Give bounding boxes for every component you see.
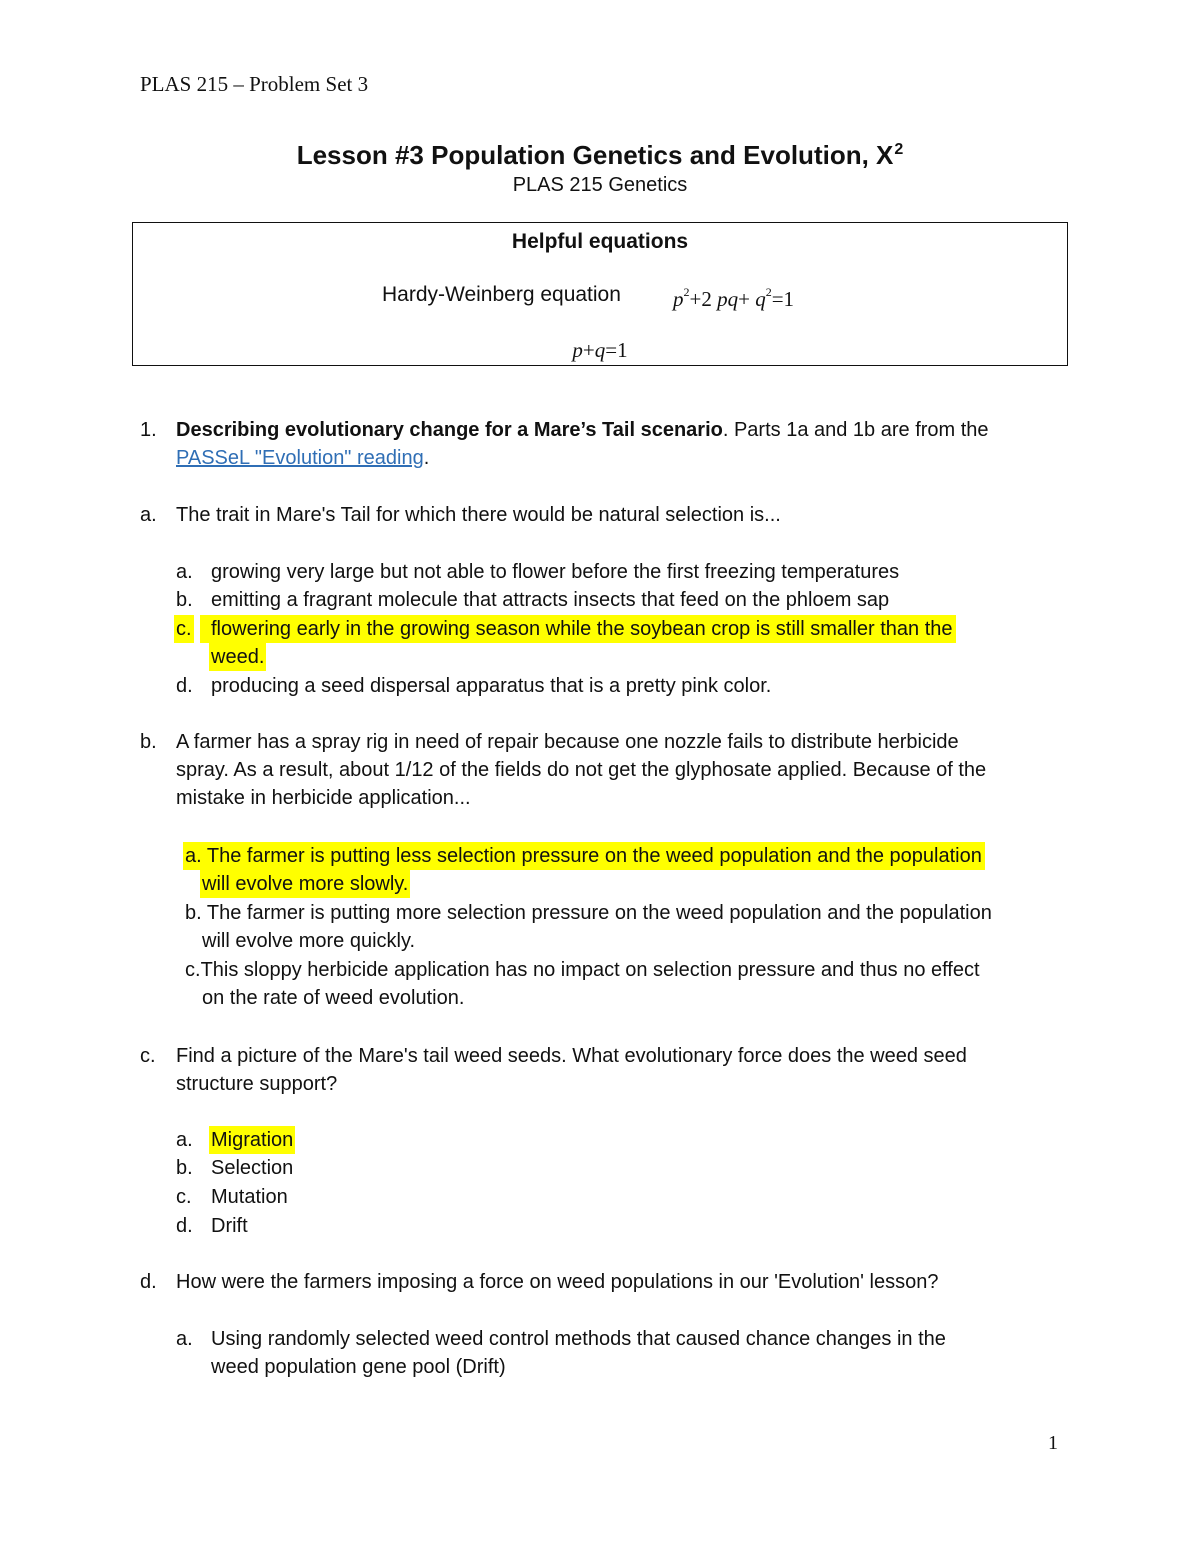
part-b-option-c-continued: on the rate of weed evolution. (202, 987, 465, 1009)
part-d-option-marker: a. (176, 1328, 193, 1350)
part-a-option-marker: a. (176, 561, 193, 583)
part-b-option-b (185, 899, 992, 927)
part-c-option-marker: c. (176, 1186, 192, 1208)
part-a-option-d: producing a seed dispersal apparatus that is a pretty pink color. (211, 675, 772, 697)
part-c-option-a-highlighted: Migration (209, 1126, 295, 1154)
page-number: 1 (1048, 1432, 1058, 1454)
part-c-option-d: Drift (211, 1215, 248, 1237)
q1-number: 1. (140, 419, 157, 441)
part-a-option-marker-highlighted: c. (174, 615, 194, 643)
part-a-option-c-continued: weed. (209, 643, 266, 671)
part-b-option-b-continued: will evolve more quickly. (202, 930, 416, 952)
part-b-question-line: mistake in herbicide application... (176, 787, 471, 809)
part-b-question-line: spray. As a result, about 1/12 of the fields do not get the glyphosate applied. Because of the (176, 759, 987, 781)
part-a-marker: a. (140, 504, 157, 526)
q1-link-suffix: . (423, 447, 430, 469)
part-c-option-marker: d. (176, 1215, 193, 1237)
part-a-option-c-highlighted: flowering early in the growing season while the soybean crop is still smaller than the (200, 615, 956, 643)
title-superscript: 2 (894, 141, 904, 158)
part-d-option-a-continued: weed population gene pool (Drift) (211, 1356, 506, 1378)
part-b-question-line: A farmer has a spray rig in need of repair because one nozzle fails to distribute herbicide (176, 731, 959, 753)
part-c-option-c: Mutation (211, 1186, 288, 1208)
part-c-option-marker: a. (176, 1129, 193, 1151)
hardy-weinberg-equation: $p^2+2$ $pq+ q^2=1$ (673, 285, 795, 311)
part-c-marker: c. (140, 1045, 156, 1067)
q1-bold-text: Describing evolutionary change for a Mare’s Tail scenario (176, 419, 723, 441)
part-c-option-b: Selection (211, 1157, 294, 1179)
equations-heading: Helpful equations (511, 230, 689, 253)
document-subtitle: PLAS 215 Genetics (512, 174, 688, 196)
part-b-option-marker: a. (185, 845, 202, 867)
q1-text-after: . Parts 1a and 1b are from the (722, 419, 989, 441)
title-text: Lesson #3 Population Genetics and Evolution, X (296, 140, 894, 170)
q1-text (176, 416, 989, 444)
part-c-option-marker: b. (176, 1157, 193, 1179)
part-d-question: How were the farmers imposing a force on weed populations in our 'Evolution' lesson? (176, 1271, 939, 1293)
part-b-option-b-text: The farmer is putting more selection pressure on the weed population and the population (201, 902, 992, 924)
document-title (0, 140, 1200, 171)
hardy-weinberg-label: Hardy-Weinberg equation (382, 283, 621, 306)
part-c-question-line: structure support? (176, 1073, 338, 1095)
q1-link-line (176, 444, 429, 472)
part-b-option-a-highlighted (183, 842, 985, 870)
part-b-marker: b. (140, 731, 157, 753)
part-b-option-c (185, 956, 980, 984)
part-c-question-line: Find a picture of the Mare's tail weed seeds. What evolutionary force does the weed seed (176, 1045, 967, 1067)
part-a-option-b: emitting a fragrant molecule that attracts insects that feed on the phloem sap (211, 589, 890, 611)
part-a-question: The trait in Mare's Tail for which there would be natural selection is... (176, 504, 781, 526)
part-a-option-a: growing very large but not able to flower before the first freezing temperatures (211, 561, 900, 583)
part-a-option-marker: b. (176, 589, 193, 611)
equations-box (132, 222, 1068, 366)
passel-evolution-link[interactable]: PASSeL "Evolution" reading (176, 447, 424, 469)
part-b-option-a-continued: will evolve more slowly. (200, 870, 410, 898)
part-a-option-marker: d. (176, 675, 193, 697)
part-d-option-a: Using randomly selected weed control methods that caused chance changes in the (211, 1328, 946, 1350)
part-b-option-marker: c. (185, 959, 201, 981)
part-d-marker: d. (140, 1271, 157, 1293)
part-b-option-a-text: The farmer is putting less selection pressure on the weed population and the population (201, 845, 982, 867)
allele-sum-equation: p+q=1 (572, 338, 628, 362)
part-b-option-c-text: This sloppy herbicide application has no impact on selection pressure and thus no effect (200, 959, 980, 981)
running-header: PLAS 215 – Problem Set 3 (140, 72, 369, 96)
part-b-option-marker: b. (185, 902, 202, 924)
